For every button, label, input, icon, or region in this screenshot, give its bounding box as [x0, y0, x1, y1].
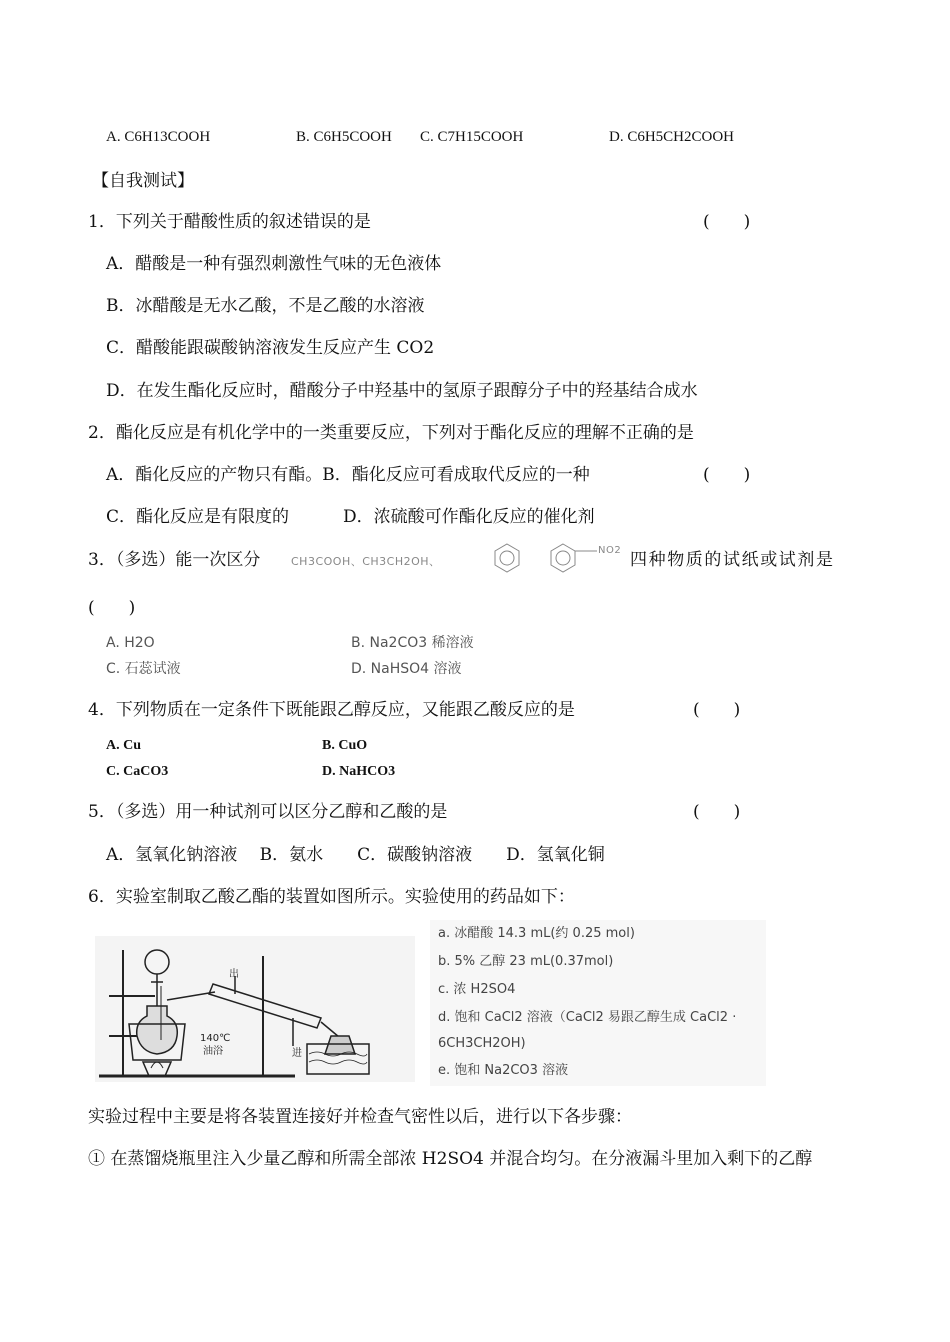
reagent-c: c. 浓 H2SO4 [438, 982, 516, 997]
q4-option-a: A. Cu [106, 738, 142, 753]
q3-formula: CH3COOH、CH3CH2OH、 [291, 555, 441, 568]
q2-option-c: C．酯化反应是有限度的 [106, 507, 290, 527]
q3-option-c: C. 石蕊试液 [106, 661, 181, 677]
q3-stem-a: 3．（多选）能一次区分 [88, 550, 261, 570]
fig-label-in: 进 [292, 1048, 302, 1059]
option-c-top: C. C7H15COOH [420, 129, 524, 145]
q1-stem: 1．下列关于醋酸性质的叙述错误的是 [88, 212, 371, 232]
q4-option-b: B. CuO [322, 738, 368, 753]
q2-answer-blank: ( ) [703, 465, 751, 485]
q6-process: 实验过程中主要是将各装置连接好并检查气密性以后，进行以下各步骤： [88, 1107, 632, 1127]
q2-option-ab: A．酯化反应的产物只有酯。B．酯化反应可看成取代反应的一种 [106, 465, 590, 485]
q3-stem-b: 四种物质的试纸或试剂是 [630, 550, 835, 570]
reagent-d-line2: 6CH3CH2OH) [438, 1036, 526, 1051]
q2-stem: 2．酯化反应是有机化学中的一类重要反应，下列对于酯化反应的理解不正确的是 [88, 423, 694, 443]
q2-option-d: D．浓硫酸可作酯化反应的催化剂 [343, 507, 595, 527]
q6-step1: ① 在蒸馏烧瓶里注入少量乙醇和所需全部浓 H2SO4 并混合均匀。在分液漏斗里加入剩下的乙醇 [88, 1149, 813, 1169]
q4-option-c: C. CaCO3 [106, 764, 169, 779]
q5-stem: 5．（多选）用一种试剂可以区分乙醇和乙酸的是 [88, 802, 448, 822]
fig-label-temp: 140℃ [200, 1033, 231, 1044]
q1-option-c: C．醋酸能跟碳酸钠溶液发生反应产生 CO2 [106, 338, 435, 358]
reagent-e: e. 饱和 Na2CO3 溶液 [438, 1063, 569, 1078]
option-d-top: D. C6H5CH2COOH [609, 129, 735, 145]
fig-label-out: 出 [229, 969, 239, 980]
q5-answer-blank: ( ) [693, 802, 741, 822]
q1-answer-blank: ( ) [703, 212, 751, 232]
apparatus-diagram [95, 936, 415, 1082]
q4-stem: 4．下列物质在一定条件下既能跟乙醇反应，又能跟乙酸反应的是 [88, 700, 575, 720]
section-title: 【自我测试】 [92, 171, 194, 191]
q5-options: A．氢氧化钠溶液 B．氨水 C．碳酸钠溶液 D．氢氧化铜 [106, 845, 605, 865]
q3-option-d: D. NaHSO4 溶液 [351, 661, 462, 677]
option-a-top: A. C6H13COOH [106, 129, 211, 145]
fig-label-bath: 油浴 [203, 1046, 223, 1057]
q4-option-d: D. NaHCO3 [322, 764, 396, 779]
option-b-top: B. C6H5COOH [296, 129, 392, 145]
reagent-a: a. 冰醋酸 14.3 mL(约 0.25 mol) [438, 926, 635, 941]
q3-option-b: B. Na2CO3 稀溶液 [351, 635, 474, 651]
q1-option-a: A．醋酸是一种有强烈刺激性气味的无色液体 [106, 254, 442, 274]
q3-option-a: A. H2O [106, 635, 155, 651]
reagent-b: b. 5% 乙醇 23 mL(0.37mol) [438, 954, 614, 969]
reagent-d-line1: d. 饱和 CaCl2 溶液（CaCl2 易跟乙醇生成 CaCl2 · [438, 1010, 737, 1025]
q4-answer-blank: ( ) [693, 700, 741, 720]
nitro-group-label: NO2 [598, 545, 622, 556]
q3-answer-blank: ( ) [88, 598, 136, 618]
q1-option-d: D．在发生酯化反应时，醋酸分子中羟基中的氢原子跟醇分子中的羟基结合成水 [106, 381, 698, 401]
q1-option-b: B．冰醋酸是无水乙酸，不是乙酸的水溶液 [106, 296, 425, 316]
q6-stem: 6．实验室制取乙酸乙酯的装置如图所示。实验使用的药品如下： [88, 887, 575, 907]
